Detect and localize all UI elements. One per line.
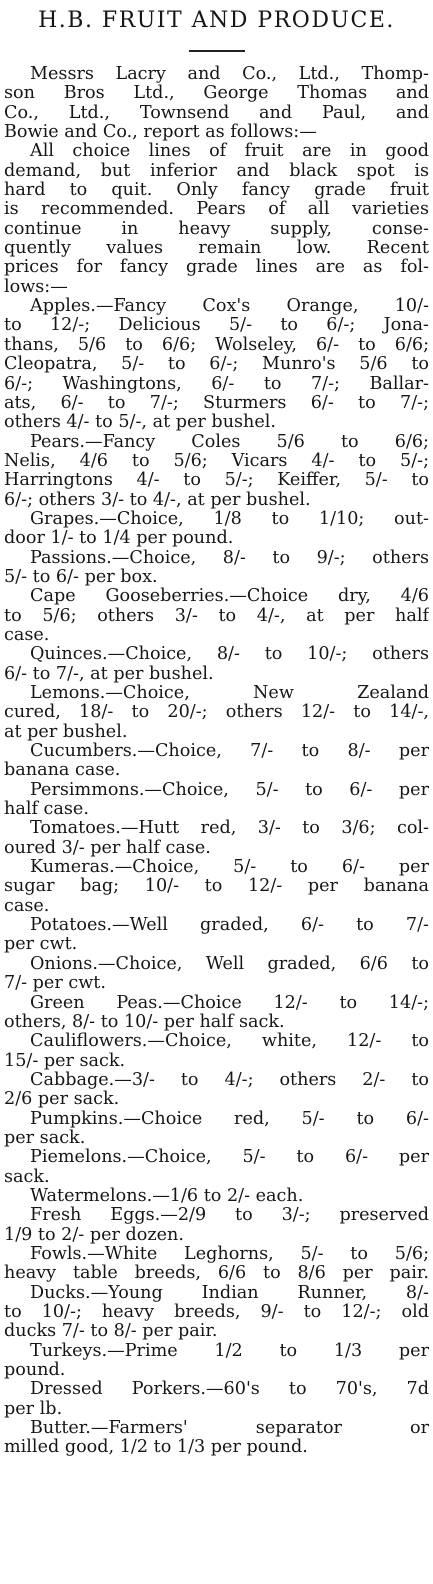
text-line: Harringtons 4/- to 5/-; Keiffer, 5/- to [4,471,429,491]
text-line: 6/-; Washingtons, 6/- to 7/-; Ballar- [4,374,429,394]
text-line: Onions.—Choice, Well graded, 6/6 to [30,954,429,974]
text-line: Bowie and Co., report as follows:— [4,123,317,143]
text-line: Butter.—Farmers' separator or [30,1419,429,1439]
text-line: ducks 7/- to 8/- per pair. [4,1322,218,1342]
text-line: sack. [4,1167,50,1187]
text-line: Messrs Lacry and Co., Ltd., Thomp- [30,65,429,84]
text-line: Cape Gooseberries.—Choice dry, 4/6 [30,587,429,607]
text-line: Green Peas.—Choice 12/- to 14/-; [30,993,429,1013]
text-line: 6/- to 7/-, at per bushel. [4,664,214,684]
text-line: 7/- per cwt. [4,974,106,994]
text-line: Nelis, 4/6 to 5/6; Vicars 4/- to 5/-; [4,451,429,471]
text-line: Potatoes.—Well graded, 6/- to 7/- [30,916,429,936]
text-line: hard to quit. Only fancy grade fruit [4,181,429,201]
text-line: to 5/6; others 3/- to 4/-, at per half [4,606,429,626]
text-line: All choice lines of fruit are in good [30,142,429,162]
text-line: ats, 6/- to 7/-; Sturmers 6/- to 7/-; [4,393,429,413]
text-line: Persimmons.—Choice, 5/- to 6/- per [30,780,429,800]
text-line: demand, but inferior and black spot is [4,161,429,181]
text-line: milled good, 1/2 to 1/3 per pound. [4,1438,308,1458]
text-line: Tomatoes.—Hutt red, 3/- to 3/6; col- [30,819,429,839]
text-line: pound. [4,1361,66,1381]
text-line: 15/- per sack. [4,1051,126,1071]
text-line: others, 8/- to 10/- per half sack. [4,1012,285,1032]
text-line: half case. [4,800,89,820]
article-headline: H.B. FRUIT AND PRODUCE. [38,8,395,33]
text-line: 2/6 per sack. [4,1090,120,1110]
text-line: Cleopatra, 5/- to 6/-; Munro's 5/6 to [4,355,429,375]
text-line: 6/-; others 3/- to 4/-, at per bushel. [4,490,311,510]
text-line: Fresh Eggs.—2/9 to 3/-; preserved [30,1206,429,1226]
text-line: quently values remain low. Recent [4,239,429,259]
text-line: Grapes.—Choice, 1/8 to 1/10; out- [30,509,429,529]
text-line: others 4/- to 5/-, at per bushel. [4,413,277,433]
text-line: sugar bag; 10/- to 12/- per banana [4,877,429,897]
text-line: Ducks.—Young Indian Runner, 8/- [30,1283,429,1303]
text-line: banana case. [4,761,121,781]
text-line: at per bushel. [4,722,128,742]
text-line: continue in heavy supply, conse- [4,219,429,239]
text-line: Kumeras.—Choice, 5/- to 6/- per [30,858,429,878]
text-line: lows:— [4,277,68,297]
text-line: cured, 18/- to 20/-; others 12/- to 14/-, [4,703,429,723]
text-line: per lb. [4,1399,63,1419]
text-line: is recommended. Pears of all varieties [4,200,429,220]
text-line: case. [4,625,50,645]
headline-rule [189,50,245,52]
text-line: to 12/-; Delicious 5/- to 6/-; Jona- [4,316,429,336]
text-line: to 10/-; heavy breeds, 9/- to 12/-; old [4,1303,429,1322]
article-body [4,65,429,1458]
text-line: oured 3/- per half case. [4,838,211,858]
text-line: Lemons.—Choice, New Zealand [30,684,429,703]
text-line: Fowls.—White Leghorns, 5/- to 5/6; [30,1244,429,1264]
text-line: Quinces.—Choice, 8/- to 10/-; others [30,645,429,665]
text-line: heavy table breeds, 6/6 to 8/6 per pair. [4,1264,429,1284]
text-line: Pumpkins.—Choice red, 5/- to 6/- [30,1109,429,1129]
text-line: Cabbage.—3/- to 4/-; others 2/- to [30,1070,429,1090]
text-line: son Bros Ltd., George Thomas and [4,84,429,104]
text-line: Dressed Porkers.—60's to 70's, 7d [30,1380,429,1400]
text-line: Apples.—Fancy Cox's Orange, 10/- [30,297,429,317]
text-line: Piemelons.—Choice, 5/- to 6/- per [30,1148,429,1168]
text-line: per sack. [4,1128,86,1148]
text-line: 1/9 to 2/- per dozen. [4,1225,184,1245]
text-line: Cucumbers.—Choice, 7/- to 8/- per [30,742,429,762]
text-line: Pears.—Fancy Coles 5/6 to 6/6; [30,432,429,452]
text-line: thans, 5/6 to 6/6; Wolseley, 6/- to 6/6; [4,335,429,355]
text-line: door 1/- to 1/4 per pound. [4,529,234,549]
text-line: case. [4,896,50,916]
text-line: prices for fancy grade lines are as fol- [4,258,429,278]
text-line: Passions.—Choice, 8/- to 9/-; others [30,548,429,568]
text-line: Co., Ltd., Townsend and Paul, and [4,103,429,123]
text-line: Turkeys.—Prime 1/2 to 1/3 per [30,1341,429,1361]
text-line: per cwt. [4,935,78,955]
text-line: Cauliflowers.—Choice, white, 12/- to [30,1032,429,1052]
text-line: Watermelons.—1/6 to 2/- each. [30,1186,304,1206]
text-line: 5/- to 6/- per box. [4,567,158,587]
